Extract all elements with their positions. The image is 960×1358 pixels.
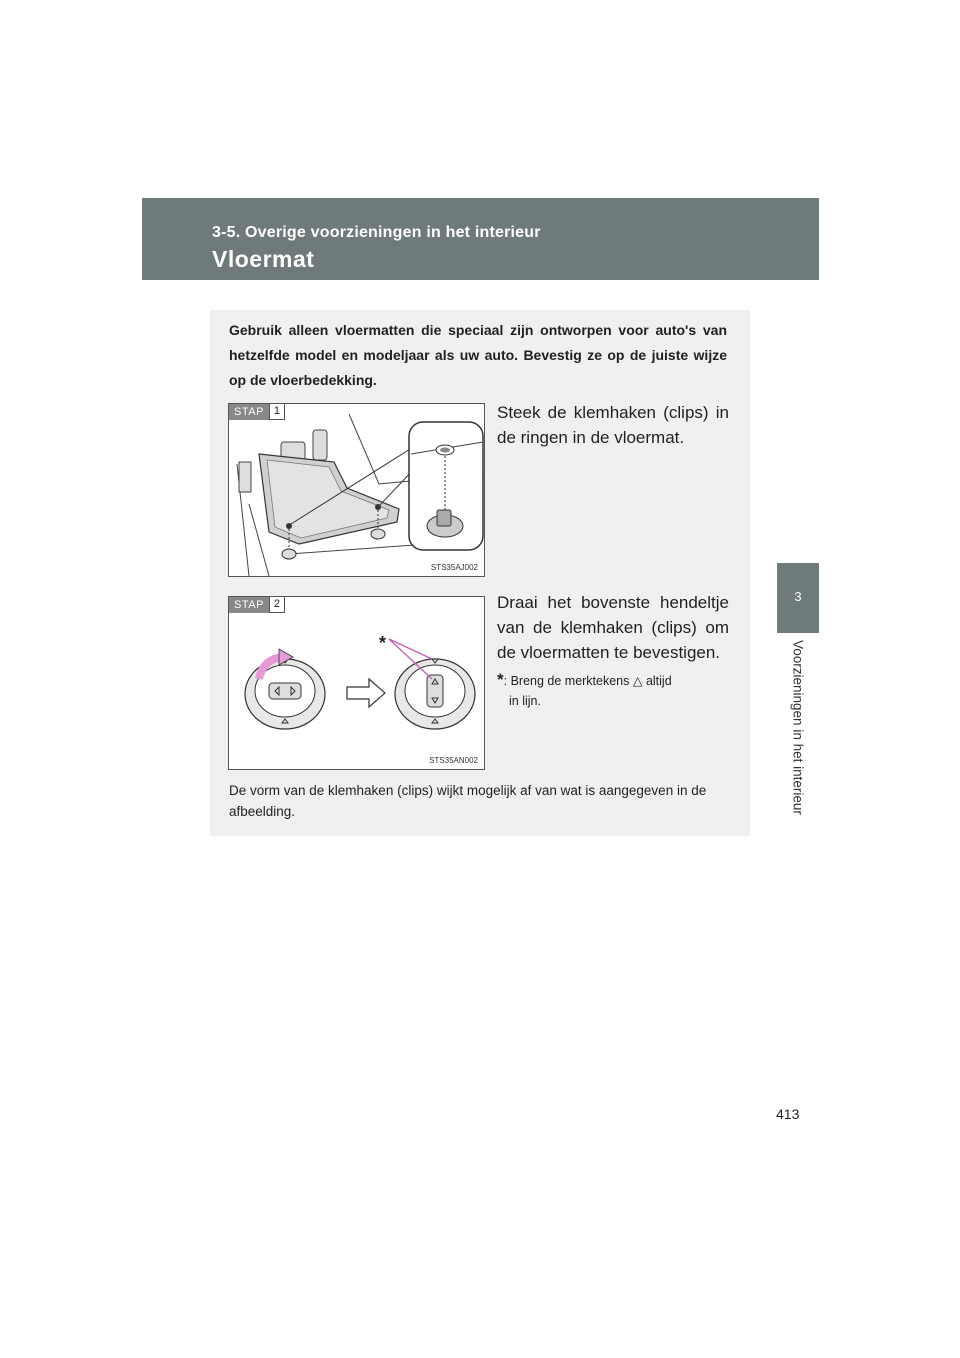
note-line-2: in lijn. <box>509 694 541 708</box>
step-1-text: Steek de klemhaken (clips) in de ringen in de vloermat. <box>497 403 729 447</box>
intro-text: Gebruik alleen vloermatten die speciaal zijn ontworpen voor auto's van hetzelfde model en modeljaar als uw auto. Bevestig ze op de juiste wijze op de vloerbedekking. <box>229 322 727 388</box>
chapter-tab <box>777 563 819 633</box>
figure-code: STS35AN002 <box>429 756 478 765</box>
header-band <box>142 198 819 280</box>
stap-badge-1 <box>229 404 285 420</box>
stap-number: 2 <box>269 597 285 613</box>
step-2-note <box>497 670 729 711</box>
content-box <box>210 310 750 836</box>
chapter-number: 3 <box>794 589 802 604</box>
figure-step-1 <box>228 403 485 577</box>
note-line-1: : Breng de merktekens △ altijd <box>503 674 672 688</box>
footnote: De vorm van de klemhaken (clips) wijkt mogelijk af van wat is aangegeven in de afbeelding. <box>229 783 707 819</box>
step-2-text: Draai het bovenste hendeltje van de klemhaken (clips) om de vloermatten te bevestigen. <box>497 593 729 662</box>
stap-number: 1 <box>269 404 285 420</box>
stap-label: STAP <box>229 597 269 613</box>
chapter-tab-label: Voorzieningen in het interieur <box>790 640 806 815</box>
clip-rotate-illustration <box>229 597 484 769</box>
stap-label: STAP <box>229 404 269 420</box>
section-label: 3-5. Overige voorzieningen in het interieur <box>212 224 541 241</box>
note-marker: * <box>497 670 504 689</box>
figure-step-2 <box>228 596 485 770</box>
figure-code: STS35AJ002 <box>430 563 478 572</box>
floor-mat-illustration <box>229 404 484 576</box>
svg-text:*: * <box>379 633 387 653</box>
stap-badge-2 <box>229 597 285 613</box>
page-number: 413 <box>776 1106 800 1122</box>
chapter-tab-label-wrap <box>777 640 819 830</box>
page-title: Vloermat <box>212 246 315 272</box>
